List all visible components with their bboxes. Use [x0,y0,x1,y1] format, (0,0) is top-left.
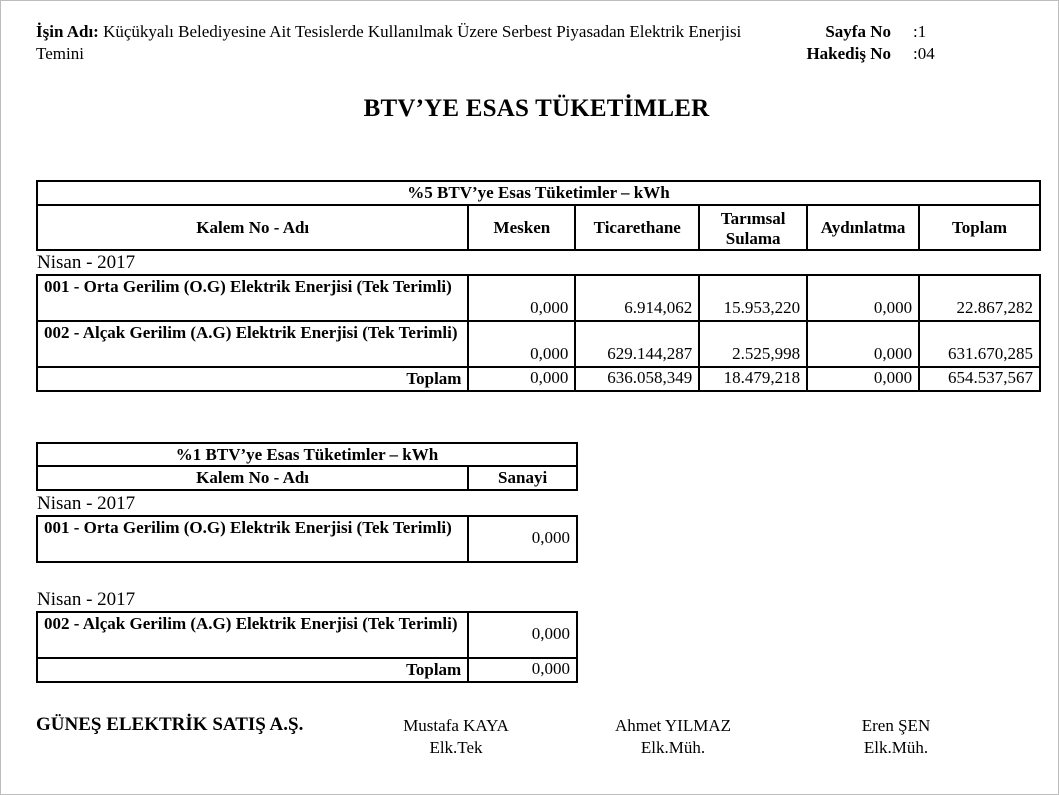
cell-tarimsal: 15.953,220 [699,275,807,321]
signatory-title: Elk.Müh. [640,738,706,757]
btv1-caption: %1 BTV’ye Esas Tüketimler – kWh [37,443,577,466]
col-header-kalem: Kalem No - Adı [37,466,468,490]
btv5-caption: %5 BTV’ye Esas Tüketimler – kWh [37,181,1040,205]
total-label: Toplam [37,658,468,682]
total-aydinlatma: 0,000 [807,367,919,391]
signatory-title: Elk.Tek [429,738,483,757]
row-name: 002 - Alçak Gerilim (A.G) Elektrik Enerjisi (Tek Terimli) [37,321,468,367]
total-toplam: 654.537,567 [919,367,1040,391]
total-mesken: 0,000 [468,367,575,391]
page-title: BTV’YE ESAS TÜKETİMLER [363,95,710,122]
col-header-mesken: Mesken [468,205,575,250]
cell-mesken: 0,000 [468,321,575,367]
page-number-label: Sayfa No [825,22,891,41]
row-name: 001 - Orta Gerilim (O.G) Elektrik Enerjisi (Tek Terimli) [37,516,468,562]
total-sanayi: 0,000 [468,658,577,682]
job-info [36,21,781,65]
signatory-2 [598,715,748,759]
cell-tarimsal: 2.525,998 [699,321,807,367]
cell-ticarethane: 629.144,287 [575,321,699,367]
cell-mesken: 0,000 [468,275,575,321]
col-header-toplam: Toplam [919,205,1040,250]
signatory-name: Ahmet YILMAZ [615,716,731,735]
progress-number-label: Hakediş No [806,44,891,63]
cell-sanayi: 0,000 [468,612,577,658]
page-info [796,21,935,65]
col-header-sanayi: Sanayi [468,466,577,490]
signatory-3 [836,715,956,759]
total-row [37,367,1040,391]
signatory-name: Mustafa KAYA [403,716,509,735]
signatory-name: Eren ŞEN [861,716,931,735]
col-header-ticarethane: Ticarethane [575,205,699,250]
total-tarimsal: 18.479,218 [699,367,807,391]
table-row [37,516,577,562]
row-name: 002 - Alçak Gerilim (A.G) Elektrik Enerjisi (Tek Terimli) [37,612,468,658]
btv1-period-1: Nisan - 2017 [37,493,136,514]
cell-toplam: 22.867,282 [919,275,1040,321]
row-name: 001 - Orta Gerilim (O.G) Elektrik Enerjisi (Tek Terimli) [37,275,468,321]
cell-aydinlatma: 0,000 [807,321,919,367]
btv5-period: Nisan - 2017 [37,252,136,273]
company-name: GÜNEŞ ELEKTRİK SATIŞ A.Ş. [36,714,304,735]
total-ticarethane: 636.058,349 [575,367,699,391]
page-number-value: :1 [913,22,927,41]
cell-ticarethane: 6.914,062 [575,275,699,321]
progress-number-value: :04 [913,44,935,63]
col-header-tarimsal: Tarımsal Sulama [699,205,807,250]
total-row [37,658,577,682]
btv1-table [36,442,578,683]
btv5-table [36,180,1041,392]
signatory-1 [386,715,526,759]
signatory-title: Elk.Müh. [863,738,929,757]
table-row [37,321,1040,367]
cell-sanayi: 0,000 [468,516,577,562]
cell-aydinlatma: 0,000 [807,275,919,321]
total-label: Toplam [37,367,468,391]
job-label: İşin Adı: [36,22,99,41]
btv1-period-2: Nisan - 2017 [37,589,136,610]
col-header-aydinlatma: Aydınlatma [807,205,919,250]
col-header-kalem: Kalem No - Adı [37,205,468,250]
table-row [37,275,1040,321]
table-row [37,612,577,658]
job-name: Küçükyalı Belediyesine Ait Tesislerde Kullanılmak Üzere Serbest Piyasadan Elektrik Enerjisi Temini [36,22,742,63]
cell-toplam: 631.670,285 [919,321,1040,367]
